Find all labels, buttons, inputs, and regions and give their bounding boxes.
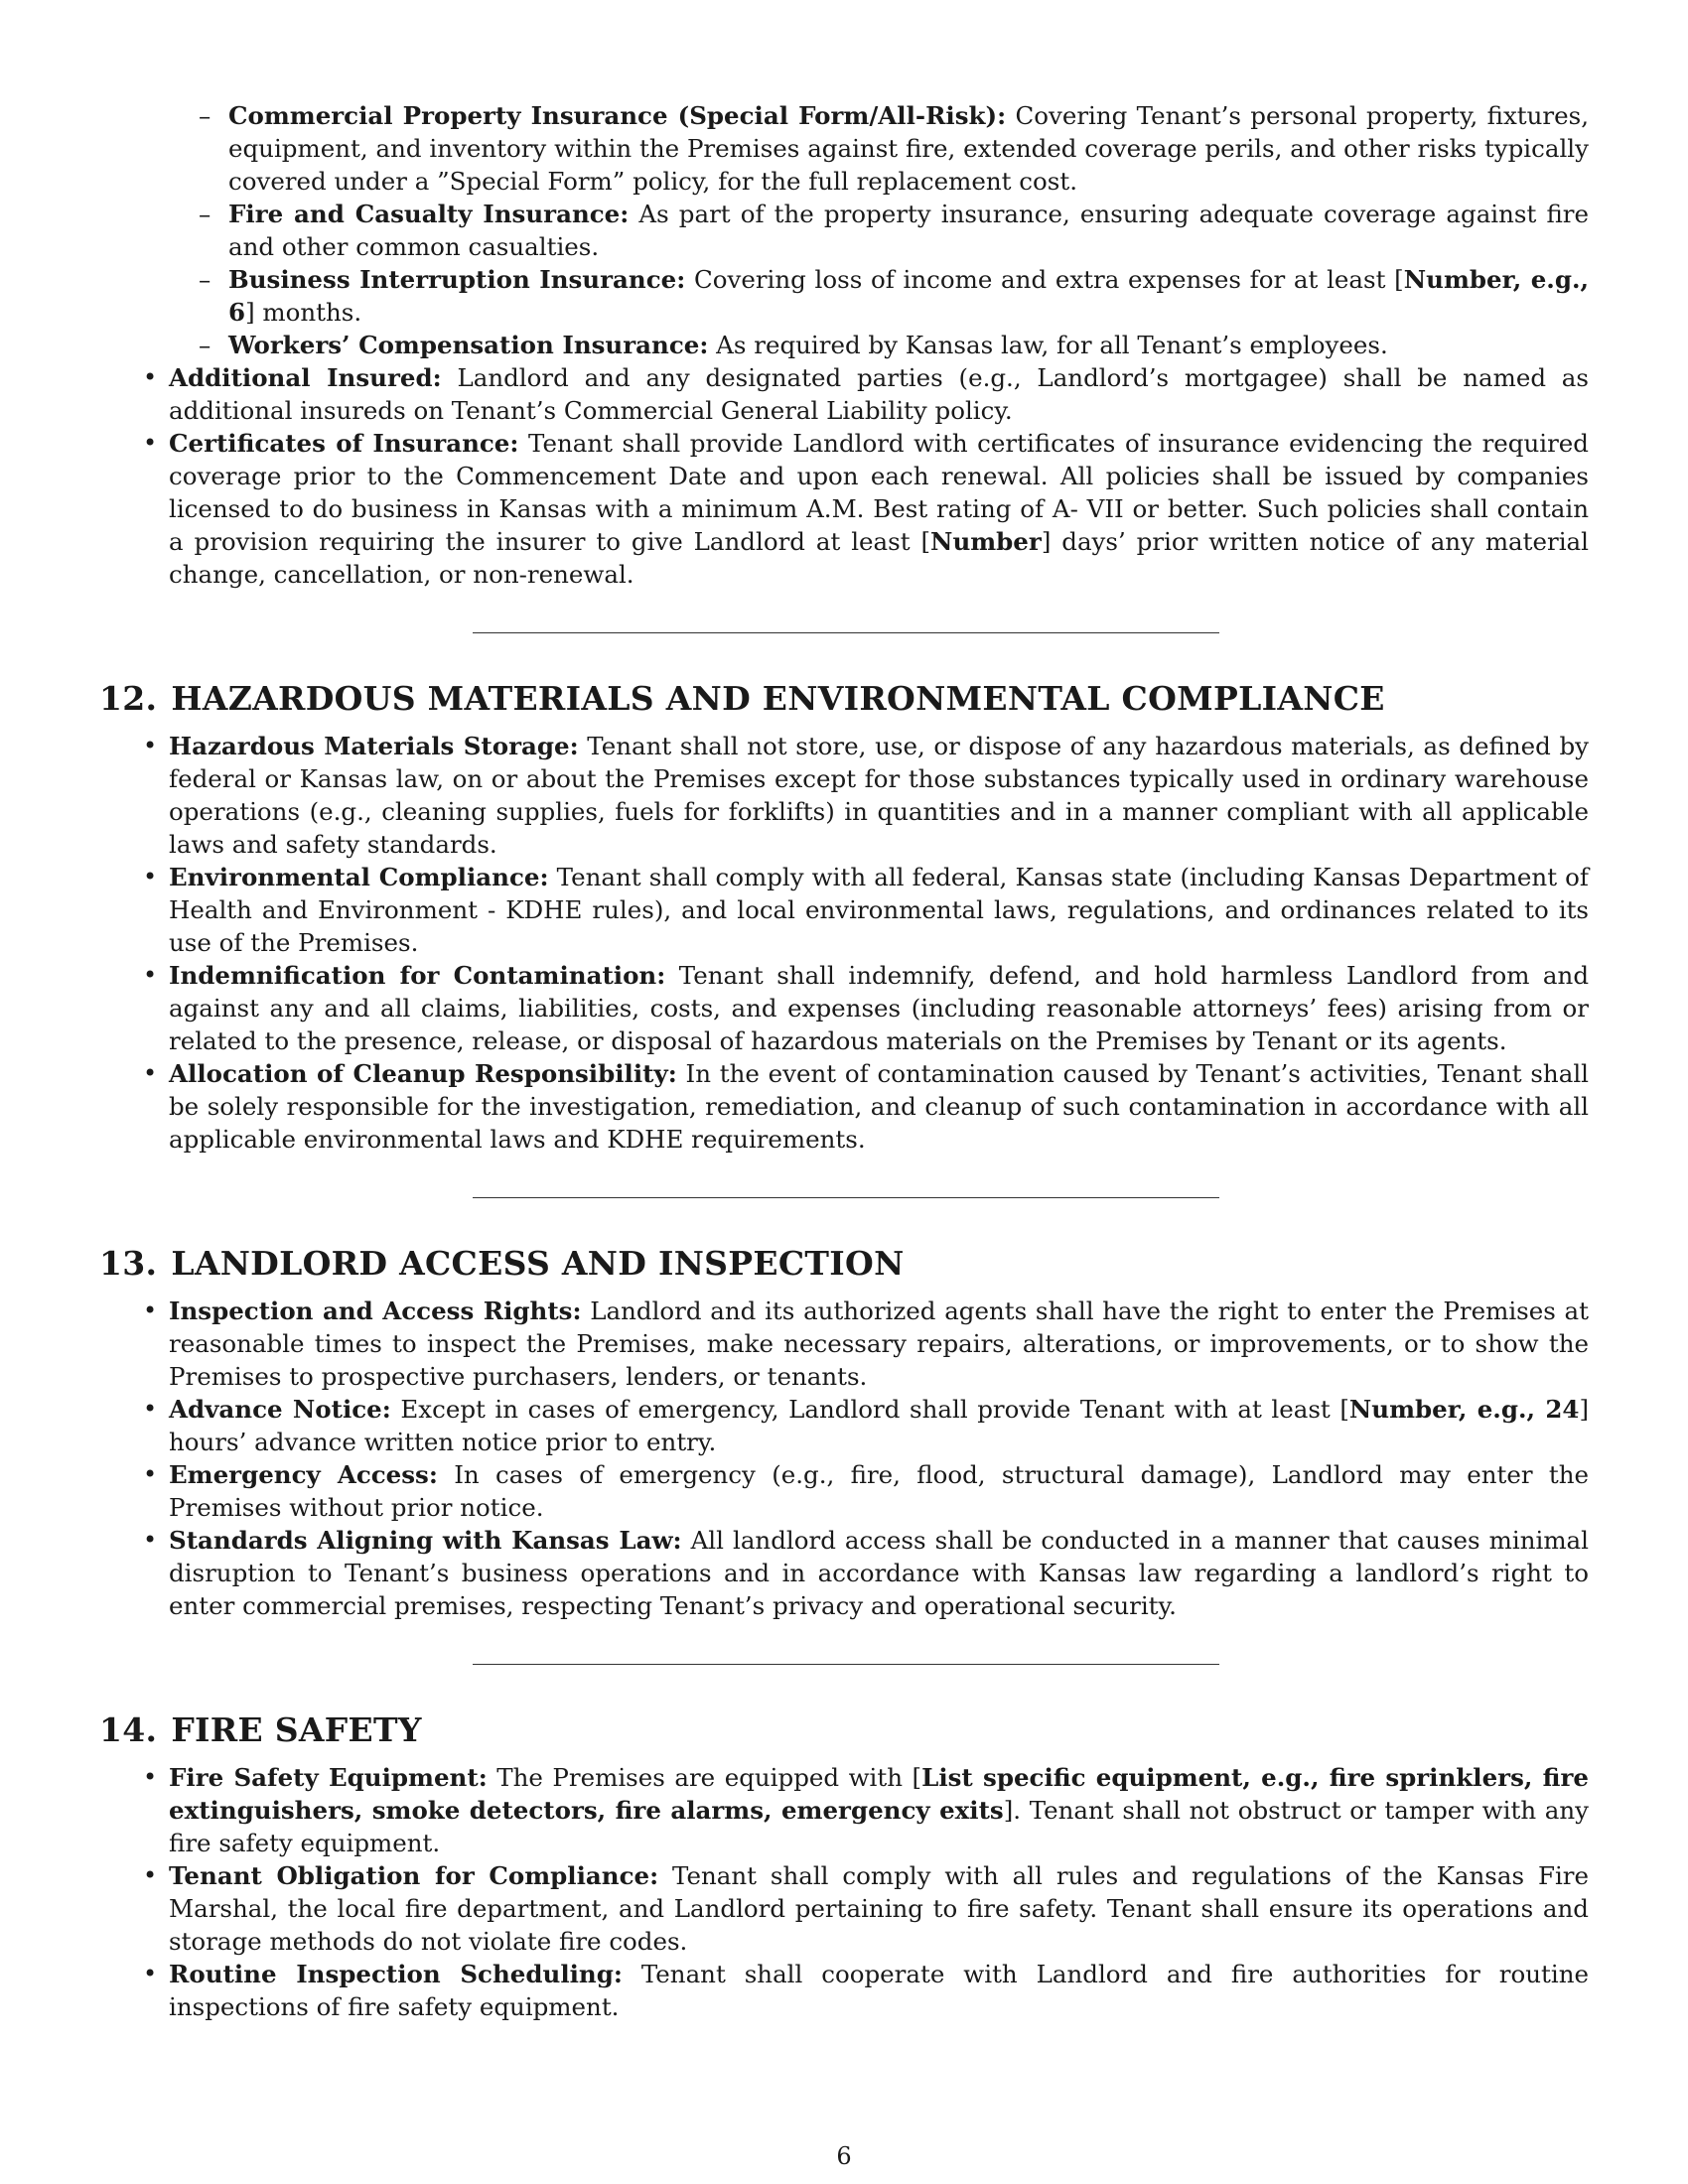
item-text-after: ] months.	[245, 298, 362, 327]
item-placeholder: Number	[930, 527, 1042, 556]
section-divider	[473, 1197, 1219, 1198]
list-item	[169, 730, 1589, 861]
item-text: All landlord access shall be conducted in a manner that causes minimal disruption to Tenant’s business operations and in accordance with Kansas law regarding a landlord’s right to enter commercial premises, respecting Tenant’s privacy and operational security.	[169, 1526, 1589, 1620]
list-item	[169, 1859, 1589, 1958]
list-item	[169, 959, 1589, 1057]
item-title: Certificates of Insurance:	[169, 429, 519, 458]
section-13-list	[99, 1295, 1589, 1622]
list-item	[169, 1295, 1589, 1393]
section-title: HAZARDOUS MATERIALS AND ENVIRONMENTAL COMPLIANCE	[171, 679, 1385, 718]
list-item	[169, 1524, 1589, 1622]
item-title: Hazardous Materials Storage:	[169, 732, 579, 760]
section-divider	[473, 1664, 1219, 1665]
insurance-main-list	[99, 361, 1589, 591]
item-text: In cases of emergency (e.g., fire, flood, structural damage), Landlord may enter the Premises without prior notice.	[169, 1460, 1589, 1522]
section-number: 12.	[99, 679, 158, 718]
item-title: Fire and Casualty Insurance:	[228, 200, 630, 228]
item-text-after: ] days’ prior written notice of any material change, cancellation, or non-renewal.	[169, 527, 1589, 589]
item-text: Except in cases of emergency, Landlord shall provide Tenant with at least [	[390, 1395, 1349, 1424]
page-content	[99, 99, 1589, 2023]
section-12-list	[99, 730, 1589, 1156]
page-number: 6	[836, 2142, 852, 2170]
item-text-after: ] hours’ advance written notice prior to entry.	[169, 1395, 1589, 1456]
item-title: Emergency Access:	[169, 1460, 438, 1489]
item-text: Landlord and its authorized agents shall have the right to enter the Premises at reasonable times to inspect the Premises, make necessary repairs, alterations, or improvements, or to show the Premises to prospective purchasers, lenders, or tenants.	[169, 1297, 1589, 1391]
list-item	[169, 427, 1589, 591]
section-heading-13	[99, 1244, 1589, 1283]
item-text: Tenant shall indemnify, defend, and hold harmless Landlord from and against any and all claims, liabilities, costs, and expenses (including reasonable attorneys’ fees) arising from or related to the presence, release, or disposal of hazardous materials on the Premises by Tenant or its agents.	[169, 961, 1589, 1055]
item-title: Additional Insured:	[169, 363, 442, 392]
item-text: Tenant shall comply with all rules and regulations of the Kansas Fire Marshal, the local fire department, and Landlord pertaining to fire safety. Tenant shall ensure its operations and storage methods do not violate fire codes.	[169, 1861, 1589, 1956]
item-text: As required by Kansas law, for all Tenant’s employees.	[708, 331, 1388, 359]
item-text: Covering Tenant’s personal property, fixtures, equipment, and inventory within the Premises against fire, extended coverage perils, and other risks typically covered under a ”Special Form” policy, for the full replacement cost.	[228, 101, 1589, 196]
item-placeholder: Number, e.g., 24	[1348, 1395, 1580, 1424]
item-title: Routine Inspection Scheduling:	[169, 1960, 623, 1988]
insurance-sub-list	[99, 99, 1589, 361]
item-text: Tenant shall not store, use, or dispose of any hazardous materials, as defined by federal or Kansas law, on or about the Premises except for those substances typically used in ordinary warehouse operations (e.g., cleaning supplies, fuels for forklifts) in quantities and in a manner compliant with all applicable laws and safety standards.	[169, 732, 1589, 859]
item-text: In the event of contamination caused by Tenant’s activities, Tenant shall be solely responsible for the investigation, remediation, and cleanup of such contamination in accordance with all applicable environmental laws and KDHE requirements.	[169, 1059, 1589, 1154]
item-placeholder: List specific equipment, e.g., fire sprinklers, fire extinguishers, smoke detectors, fire alarms, emergency exits	[169, 1763, 1589, 1825]
list-item	[169, 1761, 1589, 1859]
section-title: FIRE SAFETY	[171, 1710, 422, 1749]
item-title: Fire Safety Equipment:	[169, 1763, 488, 1792]
list-item	[169, 1958, 1589, 2023]
section-number: 13.	[99, 1244, 158, 1283]
item-placeholder: Number, e.g., 6	[228, 265, 1590, 327]
item-text: Landlord and any designated parties (e.g., Landlord’s mortgagee) shall be named as additional insureds on Tenant’s Commercial General Liability policy.	[169, 363, 1589, 425]
section-title: LANDLORD ACCESS AND INSPECTION	[171, 1244, 905, 1283]
list-item	[228, 198, 1589, 263]
section-number: 14.	[99, 1710, 158, 1749]
section-14-list	[99, 1761, 1589, 2023]
item-title: Business Interruption Insurance:	[228, 265, 686, 294]
list-item	[169, 361, 1589, 427]
item-text: Tenant shall cooperate with Landlord and fire authorities for routine inspections of fire safety equipment.	[169, 1960, 1590, 2021]
list-item	[228, 99, 1589, 198]
item-title: Tenant Obligation for Compliance:	[169, 1861, 659, 1890]
item-title: Commercial Property Insurance (Special Form/All-Risk):	[228, 101, 1007, 130]
item-text: Tenant shall comply with all federal, Kansas state (including Kansas Department of Health and Environment - KDHE rules), and local environmental laws, regulations, and ordinances related to its use of the Premises.	[169, 863, 1589, 957]
section-heading-14	[99, 1710, 1589, 1749]
section-divider	[473, 632, 1219, 633]
list-item	[169, 861, 1589, 959]
list-item	[169, 1458, 1589, 1524]
list-item	[228, 263, 1589, 329]
item-title: Standards Aligning with Kansas Law:	[169, 1526, 682, 1555]
item-text: As part of the property insurance, ensuring adequate coverage against fire and other common casualties.	[228, 200, 1589, 261]
item-title: Allocation of Cleanup Responsibility:	[169, 1059, 677, 1088]
item-title: Indemnification for Contamination:	[169, 961, 666, 990]
section-heading-12	[99, 679, 1589, 718]
item-text: Covering loss of income and extra expenses for at least [	[685, 265, 1404, 294]
list-item	[169, 1393, 1589, 1458]
item-title: Advance Notice:	[169, 1395, 391, 1424]
list-item	[169, 1057, 1589, 1156]
item-text: Tenant shall provide Landlord with certificates of insurance evidencing the required coverage prior to the Commencement Date and upon each renewal. All policies shall be issued by companies licensed to do business in Kansas with a minimum A.M. Best rating of A- VII or better. Such policies shall contain a provision requiring the insurer to give Landlord at least [	[169, 429, 1589, 556]
item-title: Workers’ Compensation Insurance:	[228, 331, 709, 359]
item-title: Inspection and Access Rights:	[169, 1297, 582, 1325]
item-title: Environmental Compliance:	[169, 863, 549, 891]
list-item	[228, 329, 1589, 361]
item-text: The Premises are equipped with [	[487, 1763, 922, 1792]
item-text-after: ]. Tenant shall not obstruct or tamper with any fire safety equipment.	[169, 1796, 1589, 1857]
